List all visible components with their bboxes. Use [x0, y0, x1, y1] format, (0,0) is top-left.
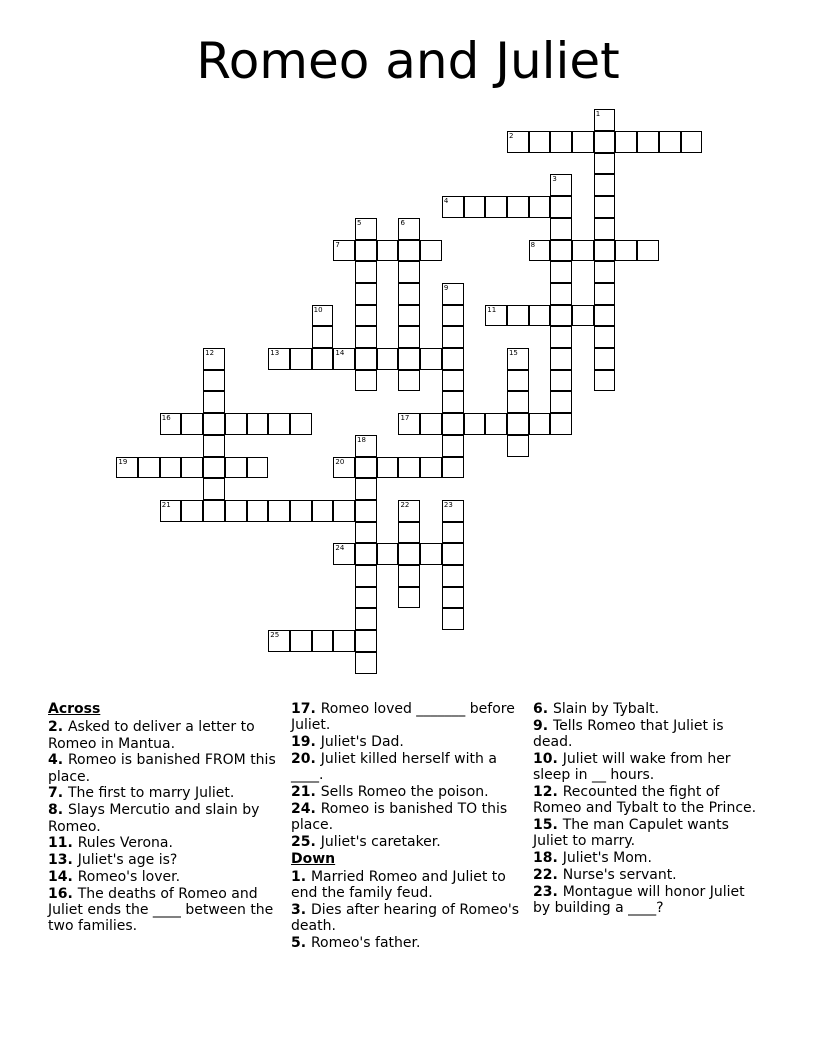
grid-cell[interactable] [290, 413, 312, 435]
down-clue: 10. Juliet will wake from her sleep in __ hours. [533, 750, 731, 784]
across-clue: 21. Sells Romeo the poison. [291, 783, 489, 800]
grid-cell[interactable] [550, 196, 572, 218]
grid-cell[interactable] [594, 370, 616, 392]
across-clue: 24. Romeo is banished TO this place. [291, 800, 508, 834]
grid-cell[interactable] [333, 543, 355, 565]
across-clue: 19. Juliet's Dad. [291, 734, 404, 751]
clue-number-label: 21 [161, 500, 171, 509]
grid-cell[interactable] [247, 413, 269, 435]
grid-cell[interactable] [637, 131, 659, 153]
clue-number-label: 14 [335, 349, 345, 358]
across-clue: 8. Slays Mercutio and slain by Romeo. [48, 802, 260, 835]
grid-cell[interactable] [355, 630, 377, 652]
clue-text: The deaths of Romeo and Juliet ends the ____ between the two families. [48, 885, 274, 935]
clue-text: The man Capulet wants Juliet to marry. [533, 817, 729, 850]
down-clue: 5. Romeo's father. [291, 935, 421, 952]
clue-number-label: 4 [443, 197, 449, 206]
down-clue: 1. Married Romeo and Juliet to end the family feud. [291, 868, 506, 902]
down-clue: 12. Recounted the fight of Romeo and Tybalt to the Prince. [533, 783, 757, 817]
clue-text: Romeo's father. [310, 935, 421, 952]
clue-number-label: 7 [335, 240, 340, 249]
grid-cell[interactable] [377, 543, 399, 565]
grid-cell[interactable] [398, 218, 420, 240]
clue-number-label: 5 [357, 218, 362, 227]
down-clue: 18. Juliet's Mom. [533, 850, 652, 867]
grid-cell[interactable] [507, 435, 529, 457]
grid-cell[interactable] [485, 305, 507, 327]
grid-cell[interactable] [442, 457, 464, 479]
clue-text: Juliet's age is? [77, 852, 178, 869]
grid-cell[interactable] [529, 131, 551, 153]
grid-cell[interactable] [398, 413, 420, 435]
grid-cell[interactable] [268, 630, 290, 652]
grid-cell[interactable] [160, 413, 182, 435]
grid-cell[interactable] [442, 305, 464, 327]
grid-cell[interactable] [681, 131, 703, 153]
grid-cell[interactable] [312, 348, 334, 370]
grid-cell[interactable] [225, 413, 247, 435]
grid-cell[interactable] [377, 240, 399, 262]
grid-cell[interactable] [290, 630, 312, 652]
clue-number-label: 8 [530, 240, 536, 249]
clue-number: 14 [48, 868, 68, 885]
clue-number-label: 17 [400, 414, 410, 423]
grid-cell[interactable] [594, 261, 616, 283]
clue-number: 23 [533, 883, 553, 900]
clue-number: 3 [291, 902, 301, 919]
grid-cell[interactable] [507, 413, 529, 435]
across-clue: 4. Romeo is banished FROM this place. [48, 752, 276, 785]
across-clue: 2. Asked to deliver a letter to Romeo in Mantua. [48, 719, 255, 752]
grid-cell[interactable] [507, 391, 529, 413]
grid-cell[interactable] [398, 565, 420, 587]
clue-number: 5 [291, 935, 301, 952]
down-clue: 9. Tells Romeo that Juliet is dead. [533, 717, 724, 751]
clue-text: Asked to deliver a letter to Romeo in Mantua. [48, 719, 255, 752]
clue-number-label: 1 [595, 110, 601, 119]
clue-number: 8 [48, 802, 58, 819]
clue-number: 25 [291, 833, 311, 850]
grid-cell[interactable] [355, 587, 377, 609]
grid-cell[interactable] [398, 283, 420, 305]
grid-cell[interactable] [594, 348, 616, 370]
grid-cell[interactable] [203, 478, 225, 500]
grid-cell[interactable] [181, 500, 203, 522]
grid-cell[interactable] [442, 283, 464, 305]
grid-cell[interactable] [485, 413, 507, 435]
grid-cell[interactable] [290, 348, 312, 370]
grid-cell[interactable] [333, 240, 355, 262]
grid-cell[interactable] [594, 283, 616, 305]
grid-cell[interactable] [312, 630, 334, 652]
grid-cell[interactable] [594, 305, 616, 327]
grid-cell[interactable] [550, 240, 572, 262]
grid-cell[interactable] [442, 348, 464, 370]
clue-number: 1 [291, 868, 301, 885]
clue-number-label: 24 [335, 544, 345, 553]
down-clue: 6. Slain by Tybalt. [533, 701, 660, 717]
grid-cell[interactable] [398, 522, 420, 544]
grid-cell[interactable] [355, 565, 377, 587]
grid-cell[interactable] [615, 240, 637, 262]
grid-cell[interactable] [333, 457, 355, 479]
grid-cell[interactable] [225, 457, 247, 479]
grid-cell[interactable] [550, 348, 572, 370]
grid-cell[interactable] [355, 283, 377, 305]
grid-cell[interactable] [247, 457, 269, 479]
grid-cell[interactable] [355, 457, 377, 479]
clue-number-label: 25 [270, 631, 280, 640]
grid-cell[interactable] [550, 174, 572, 196]
across-clue: 17. Romeo loved _______ before Juliet. [291, 701, 515, 734]
grid-cell[interactable] [550, 305, 572, 327]
grid-cell[interactable] [203, 413, 225, 435]
grid-cell[interactable] [594, 131, 616, 153]
clue-text: Romeo is banished FROM this place. [48, 752, 276, 785]
grid-cell[interactable] [203, 435, 225, 457]
grid-cell[interactable] [507, 131, 529, 153]
grid-cell[interactable] [594, 326, 616, 348]
grid-cell[interactable] [398, 326, 420, 348]
grid-cell[interactable] [442, 391, 464, 413]
grid-cell[interactable] [464, 413, 486, 435]
grid-cell[interactable] [507, 196, 529, 218]
grid-cell[interactable] [442, 413, 464, 435]
grid-cell[interactable] [615, 131, 637, 153]
grid-cell[interactable] [464, 196, 486, 218]
grid-cell[interactable] [377, 457, 399, 479]
clue-number-label: 10 [313, 305, 323, 314]
page-title: Romeo and Juliet [196, 32, 620, 90]
grid-cell[interactable] [529, 240, 551, 262]
grid-cell[interactable] [442, 543, 464, 565]
grid-cell[interactable] [594, 153, 616, 175]
grid-cell[interactable] [442, 608, 464, 630]
clue-number: 17 [291, 701, 311, 717]
clue-text: Tells Romeo that Juliet is dead. [533, 717, 724, 751]
grid-cell[interactable] [398, 348, 420, 370]
grid-cell[interactable] [203, 391, 225, 413]
clue-number: 20 [291, 750, 311, 767]
grid-cell[interactable] [355, 478, 377, 500]
grid-cell[interactable] [529, 305, 551, 327]
grid-cell[interactable] [637, 240, 659, 262]
clue-column-2 [291, 701, 523, 952]
clue-number: 9 [533, 717, 543, 734]
grid-cell[interactable] [420, 457, 442, 479]
clue-text: Slays Mercutio and slain by Romeo. [48, 802, 260, 835]
clue-text: Montague will honor Juliet by building a ____? [533, 883, 745, 917]
clue-text: Slain by Tybalt. [552, 701, 660, 717]
grid-cell[interactable] [398, 261, 420, 283]
clue-text: Juliet's Dad. [320, 734, 404, 751]
grid-cell[interactable] [398, 305, 420, 327]
clue-number-label: 19 [118, 457, 128, 466]
grid-cell[interactable] [442, 370, 464, 392]
grid-cell[interactable] [507, 305, 529, 327]
grid-cell[interactable] [550, 370, 572, 392]
clue-number: 13 [48, 852, 68, 869]
grid-cell[interactable] [442, 196, 464, 218]
down-clue: 15. The man Capulet wants Juliet to marry. [533, 817, 729, 850]
clue-text: Married Romeo and Juliet to end the family feud. [291, 868, 506, 902]
grid-cell[interactable] [550, 131, 572, 153]
grid-cell[interactable] [572, 131, 594, 153]
grid-cell[interactable] [203, 370, 225, 392]
clue-number: 6 [533, 701, 543, 717]
grid-cell[interactable] [485, 196, 507, 218]
clue-number: 16 [48, 885, 68, 902]
grid-cell[interactable] [355, 608, 377, 630]
clue-number-label: 22 [400, 500, 410, 509]
grid-cell[interactable] [442, 435, 464, 457]
grid-cell[interactable] [203, 348, 225, 370]
grid-cell[interactable] [550, 391, 572, 413]
grid-cell[interactable] [594, 218, 616, 240]
clue-number-label: 3 [552, 175, 557, 184]
grid-cell[interactable] [550, 413, 572, 435]
clue-text: Romeo loved _______ before Juliet. [291, 701, 515, 734]
down-clue: 23. Montague will honor Juliet by building a ____? [533, 883, 745, 917]
grid-cell[interactable] [398, 500, 420, 522]
across-clue: 14. Romeo's lover. [48, 868, 181, 885]
grid-cell[interactable] [268, 413, 290, 435]
clue-number-label: 18 [357, 435, 366, 444]
clue-text: Juliet's caretaker. [320, 833, 441, 850]
clue-text: Romeo's lover. [77, 868, 181, 885]
grid-cell[interactable] [355, 435, 377, 457]
grid-cell[interactable] [398, 370, 420, 392]
clue-number-label: 16 [161, 414, 171, 423]
clue-number-label: 13 [270, 349, 280, 358]
grid-cell[interactable] [290, 500, 312, 522]
grid-cell[interactable] [355, 522, 377, 544]
grid-cell[interactable] [355, 261, 377, 283]
grid-cell[interactable] [572, 240, 594, 262]
grid-cell[interactable] [355, 500, 377, 522]
grid-cell[interactable] [594, 196, 616, 218]
grid-cell[interactable] [355, 240, 377, 262]
grid-cell[interactable] [312, 305, 334, 327]
grid-cell[interactable] [160, 500, 182, 522]
grid-cell[interactable] [420, 240, 442, 262]
grid-cell[interactable] [398, 240, 420, 262]
clue-column-1 [48, 701, 280, 935]
grid-cell[interactable] [594, 174, 616, 196]
clue-text: Juliet will wake from her sleep in __ hours. [533, 750, 731, 784]
clue-number: 15 [533, 817, 553, 834]
grid-cell[interactable] [377, 348, 399, 370]
grid-cell[interactable] [442, 522, 464, 544]
clue-number-label: 20 [335, 457, 345, 466]
grid-cell[interactable] [181, 457, 203, 479]
clue-number: 4 [48, 752, 58, 769]
grid-cell[interactable] [225, 500, 247, 522]
grid-cell[interactable] [268, 348, 290, 370]
clue-number: 19 [291, 734, 311, 751]
across-heading: Across [48, 701, 101, 717]
down-heading: Down [291, 850, 336, 867]
grid-cell[interactable] [312, 500, 334, 522]
clue-column-3 [533, 701, 765, 917]
grid-cell[interactable] [442, 500, 464, 522]
clue-number-label: 15 [508, 349, 518, 358]
clue-text: The first to marry Juliet. [67, 785, 235, 802]
clue-number: 11 [48, 835, 68, 852]
across-clue: 20. Juliet killed herself with a ____. [291, 750, 497, 784]
grid-cell[interactable] [268, 500, 290, 522]
grid-cell[interactable] [333, 630, 355, 652]
grid-cell[interactable] [355, 348, 377, 370]
across-clue: 7. The first to marry Juliet. [48, 785, 235, 802]
grid-cell[interactable] [333, 348, 355, 370]
clue-text: Juliet killed herself with a ____. [291, 750, 497, 784]
clue-text: Dies after hearing of Romeo's death. [291, 902, 520, 935]
down-clue: 3. Dies after hearing of Romeo's death. [291, 902, 520, 935]
grid-cell[interactable] [181, 413, 203, 435]
across-clue: 13. Juliet's age is? [48, 852, 178, 869]
grid-cell[interactable] [529, 413, 551, 435]
grid-cell[interactable] [507, 348, 529, 370]
grid-cell[interactable] [550, 283, 572, 305]
grid-cell[interactable] [160, 457, 182, 479]
grid-cell[interactable] [420, 413, 442, 435]
across-clue: 25. Juliet's caretaker. [291, 833, 441, 850]
grid-cell[interactable] [420, 543, 442, 565]
grid-cell[interactable] [529, 196, 551, 218]
grid-cell[interactable] [659, 131, 681, 153]
grid-cell[interactable] [355, 218, 377, 240]
grid-cell[interactable] [550, 261, 572, 283]
grid-cell[interactable] [138, 457, 160, 479]
clue-number-label: 6 [400, 218, 405, 227]
clue-number: 22 [533, 866, 553, 883]
grid-cell[interactable] [594, 109, 616, 131]
grid-cell[interactable] [550, 218, 572, 240]
grid-cell[interactable] [203, 457, 225, 479]
clue-number-label: 9 [443, 283, 449, 292]
grid-cell[interactable] [442, 587, 464, 609]
grid-cell[interactable] [572, 305, 594, 327]
grid-cell[interactable] [550, 326, 572, 348]
down-clue: 22. Nurse's servant. [533, 866, 677, 883]
grid-cell[interactable] [442, 326, 464, 348]
grid-cell[interactable] [333, 500, 355, 522]
grid-cell[interactable] [594, 240, 616, 262]
grid-cell[interactable] [420, 348, 442, 370]
clue-text: Juliet's Mom. [562, 850, 652, 867]
grid-cell[interactable] [116, 457, 138, 479]
grid-cell[interactable] [398, 543, 420, 565]
clue-text: Romeo is banished TO this place. [291, 800, 508, 834]
grid-cell[interactable] [355, 543, 377, 565]
grid-cell[interactable] [355, 305, 377, 327]
clue-number: 24 [291, 800, 311, 817]
clue-number-label: 2 [508, 132, 514, 141]
clue-number: 18 [533, 850, 553, 867]
clue-text: Sells Romeo the poison. [320, 783, 489, 800]
grid-cell[interactable] [398, 587, 420, 609]
clue-number: 12 [533, 783, 553, 800]
grid-cell[interactable] [442, 565, 464, 587]
grid-cell[interactable] [507, 370, 529, 392]
across-clue: 11. Rules Verona. [48, 835, 173, 852]
across-clue: 16. The deaths of Romeo and Juliet ends the ____ between the two families. [48, 885, 274, 935]
clue-text: Recounted the fight of Romeo and Tybalt to the Prince. [533, 783, 757, 817]
clue-number-label: 12 [205, 349, 215, 358]
clue-number-label: 11 [487, 305, 497, 314]
grid-cell[interactable] [398, 457, 420, 479]
grid-cell[interactable] [247, 500, 269, 522]
clue-number: 2 [48, 719, 58, 736]
grid-cell[interactable] [203, 500, 225, 522]
grid-cell[interactable] [355, 326, 377, 348]
grid-cell[interactable] [355, 370, 377, 392]
grid-cell[interactable] [355, 652, 377, 674]
grid-cell[interactable] [312, 326, 334, 348]
clue-number-label: 23 [443, 500, 453, 509]
clue-number: 21 [291, 783, 311, 800]
clue-text: Nurse's servant. [562, 866, 677, 883]
clue-text: Rules Verona. [77, 835, 173, 852]
clue-number: 7 [48, 785, 58, 802]
clue-number: 10 [533, 750, 553, 767]
